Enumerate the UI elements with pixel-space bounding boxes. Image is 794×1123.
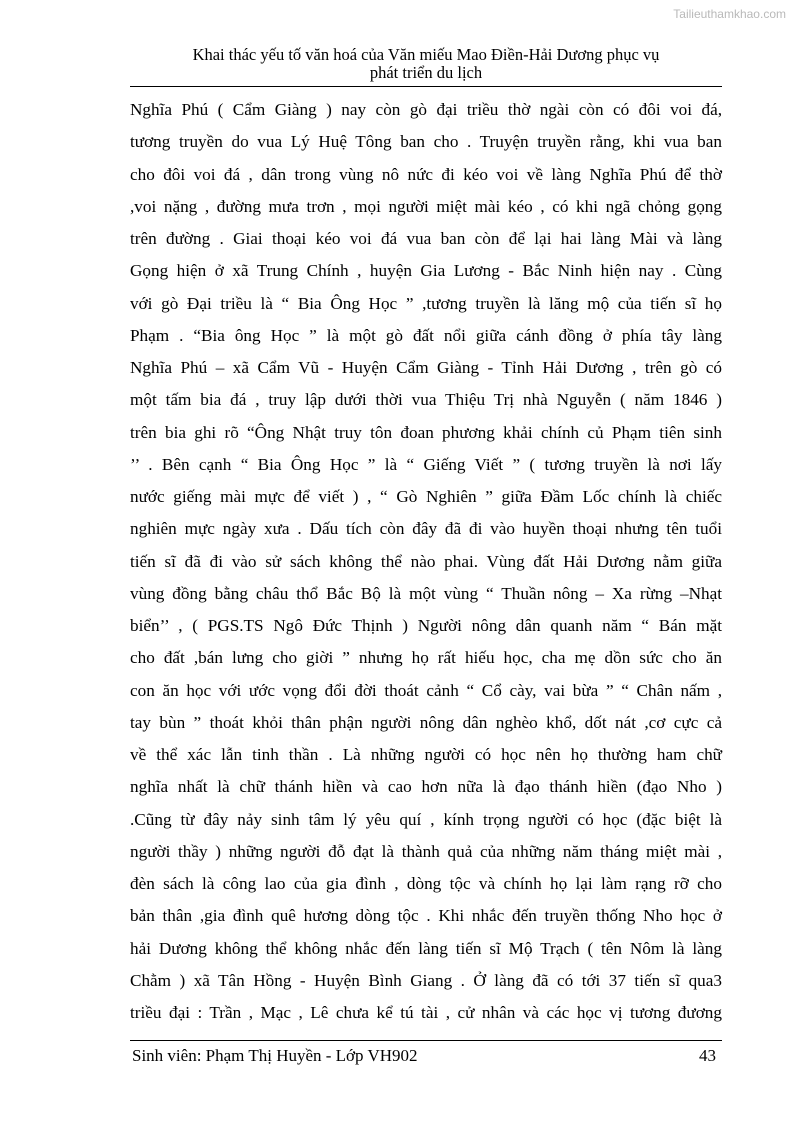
body-line: tiến sĩ đã đi vào sử sách không thể nào phai. Vùng đất Hải Dương nằm giữa xyxy=(130,551,722,571)
body-line: một tấm bia đá , truy lập dưới thời vua Thiệu Trị nhà Nguyễn ( năm 1846 ) xyxy=(130,390,722,410)
body-line: tương truyền do vua Lý Huệ Tông ban cho . Truyện truyền rằng, khi vua ban xyxy=(130,132,722,152)
body-line: .Cũng từ đây nảy sinh tâm lý yêu quí , kính trọng người có học (đặc biệt là xyxy=(130,809,722,829)
body-line: ’’ . Bên cạnh “ Bia Ông Học ” là “ Giếng Viết ” ( tương truyền là nơi lấy xyxy=(130,454,722,474)
body-line: với gò Đại triều là “ Bia Ông Học ” ,tương truyền là lăng mộ của tiến sĩ họ xyxy=(130,293,722,313)
page-number: 43 xyxy=(699,1046,716,1065)
body-line: hải Dương không thể không nhắc đến làng tiến sĩ Mộ Trạch ( tên Nôm là làng xyxy=(130,938,722,958)
body-line: tay bùn ” thoát khỏi thân phận người nông dân nghèo khổ, dốt nát ,cơ cực cả xyxy=(130,712,722,732)
body-line: Phạm . “Bia ông Học ” là một gò đất nổi giữa cánh đồng ở phía tây làng xyxy=(130,325,722,345)
body-text xyxy=(130,94,722,1029)
body-line: biển’’ , ( PGS.TS Ngô Đức Thịnh ) Người nông dân quanh năm “ Bán mặt xyxy=(130,616,722,635)
body-line: nghiên mực ngày xưa . Dấu tích còn đây đã đi vào huyền thoại nhưng tên tuổi xyxy=(130,519,722,539)
body-line: nghĩa nhất là chữ thánh hiền và cao hơn nữa là đạo thánh hiền (đạo Nho ) xyxy=(130,777,722,797)
footer-divider xyxy=(130,1040,722,1041)
body-line: con ăn học với ước vọng đổi đời thoát cảnh “ Cổ cày, vai bừa ” “ Chân nấm , xyxy=(130,680,722,700)
body-line: cho đôi voi đá , dân trong vùng nô nức đi kéo voi về làng Nghĩa Phú để thờ xyxy=(130,164,722,184)
header-title-line-2: phát triển du lịch xyxy=(369,63,483,82)
body-line: trên bia ghi rõ “Ông Nhật truy tôn đoan phương khải chính củ Phạm tiên sinh xyxy=(130,422,722,442)
body-line: Gọng hiện ở xã Trung Chính , huyện Gia Lương - Bắc Ninh hiện nay . Cùng xyxy=(130,261,722,281)
body-line: đèn sách là công lao của gia đình , dòng tộc và chính họ lại làm rạng rỡ cho xyxy=(130,874,722,893)
page-header xyxy=(132,46,720,82)
body-line: người thầy ) những người đỗ đạt là thành quả của những năm tháng miệt mài , xyxy=(130,841,722,861)
body-line: triều đại : Trần , Mạc , Lê chưa kể tú tài , cử nhân và các học vị tương đương xyxy=(130,1003,722,1022)
watermark: Tailieuthamkhao.com xyxy=(673,7,786,21)
body-line: Nghĩa Phú ( Cẩm Giàng ) nay còn gò đại triều thờ ngài còn có đôi voi đá, xyxy=(130,100,722,119)
header-title-line-1: Khai thác yếu tố văn hoá của Văn miếu Mao Điền-Hải Dương phục vụ xyxy=(192,45,660,64)
footer-author: Sinh viên: Phạm Thị Huyền - Lớp VH902 xyxy=(132,1046,418,1065)
body-line: Nghĩa Phú – xã Cẩm Vũ - Huyện Cẩm Giàng - Tỉnh Hải Dương , trên gò có xyxy=(130,358,722,377)
body-line: bản thân ,gia đình quê hương dòng tộc . Khi nhắc đến truyền thống Nho học ở xyxy=(130,906,722,926)
body-line: ,voi nặng , đường mưa trơn , mọi người miệt mài kéo , có khi ngã chỏng gọng xyxy=(130,196,722,216)
body-line: nước giếng mài mực để viết ) , “ Gò Nghiên ” giữa Đầm Lốc chính là chiếc xyxy=(130,487,722,506)
body-line: về thể xác lẫn tinh thần . Là những người có học nên họ thường ham chữ xyxy=(130,745,722,764)
body-line: Chằm ) xã Tân Hồng - Huyện Bình Giang . Ở làng đã có tới 37 tiến sĩ qua3 xyxy=(130,970,722,990)
body-line: trên đường . Giai thoại kéo voi đá vua ban còn để lại hai làng Mài và làng xyxy=(130,229,722,248)
header-divider xyxy=(130,86,722,87)
body-line: vùng đồng bằng châu thổ Bắc Bộ là một vùng “ Thuần nông – Xa rừng –Nhạt xyxy=(130,583,722,603)
body-line: cho đất ,bán lưng cho giời ” nhưng họ rất hiếu học, cha mẹ dồn sức cho ăn xyxy=(130,648,722,668)
